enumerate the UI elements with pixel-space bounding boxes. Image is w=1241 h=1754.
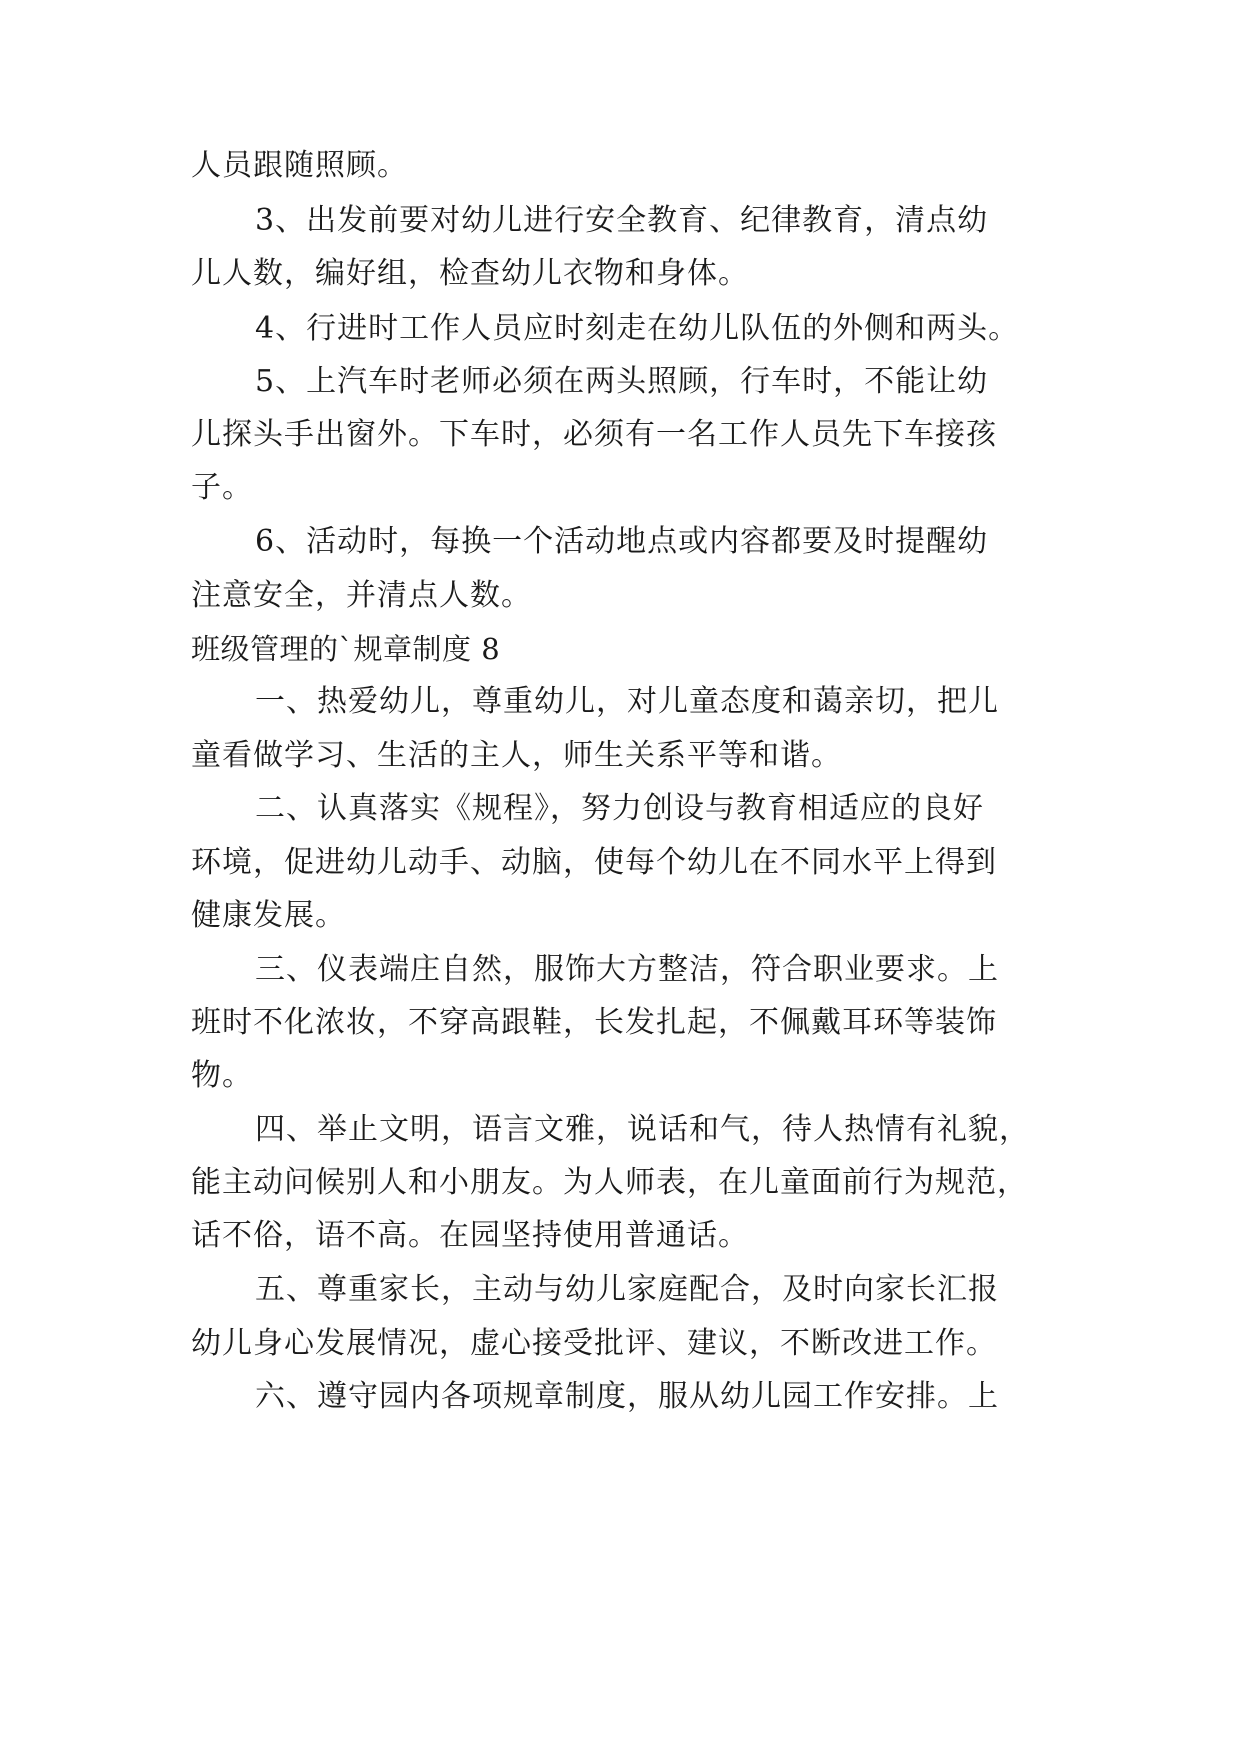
- paragraph-line: 四、举止文明，语言文雅，说话和气，待人热情有礼貌，: [255, 1112, 1030, 1147]
- paragraph-line: 4、行进时工作人员应时刻走在幼儿队伍的外侧和两头。: [255, 311, 1020, 346]
- paragraph-line: 童看做学习、生活的主人，师生关系平等和谐。: [191, 738, 842, 773]
- paragraph-line: 5、上汽车时老师必须在两头照顾，行车时，不能让幼: [255, 364, 989, 399]
- paragraph-line: 能主动问候别人和小朋友。为人师表，在儿童面前行为规范，: [191, 1165, 1028, 1200]
- paragraph-line: 五、尊重家长，主动与幼儿家庭配合，及时向家长汇报: [255, 1272, 999, 1307]
- paragraph-line: 环境，促进幼儿动手、动脑，使每个幼儿在不同水平上得到: [191, 845, 997, 880]
- paragraph-line: 注意安全，并清点人数。: [191, 578, 532, 613]
- paragraph-line: 儿探头手出窗外。下车时，必须有一名工作人员先下车接孩: [191, 417, 997, 452]
- paragraph-line: 儿人数，编好组，检查幼儿衣物和身体。: [191, 256, 749, 291]
- paragraph-line: 子。: [191, 470, 253, 505]
- paragraph-line: 健康发展。: [191, 898, 346, 933]
- paragraph-line: 班时不化浓妆，不穿高跟鞋，长发扎起，不佩戴耳环等装饰: [191, 1005, 997, 1040]
- paragraph-line: 一、热爱幼儿，尊重幼儿，对儿童态度和蔼亲切，把儿: [255, 684, 999, 719]
- section-heading: 班级管理的`规章制度 8: [191, 632, 501, 666]
- paragraph-line: 人员跟随照顾。: [191, 148, 408, 183]
- paragraph-line: 6、活动时，每换一个活动地点或内容都要及时提醒幼: [255, 524, 989, 559]
- paragraph-line: 三、仪表端庄自然，服饰大方整洁，符合职业要求。上: [255, 952, 999, 987]
- paragraph-line: 六、遵守园内各项规章制度，服从幼儿园工作安排。上: [255, 1379, 999, 1414]
- paragraph-line: 二、认真落实《规程》，努力创设与教育相适应的良好: [255, 791, 984, 826]
- paragraph-line: 物。: [191, 1058, 253, 1093]
- paragraph-line: 话不俗，语不高。在园坚持使用普通话。: [191, 1218, 749, 1253]
- paragraph-line: 幼儿身心发展情况，虚心接受批评、建议，不断改进工作。: [191, 1326, 997, 1361]
- paragraph-line: 3、出发前要对幼儿进行安全教育、纪律教育，清点幼: [255, 203, 989, 238]
